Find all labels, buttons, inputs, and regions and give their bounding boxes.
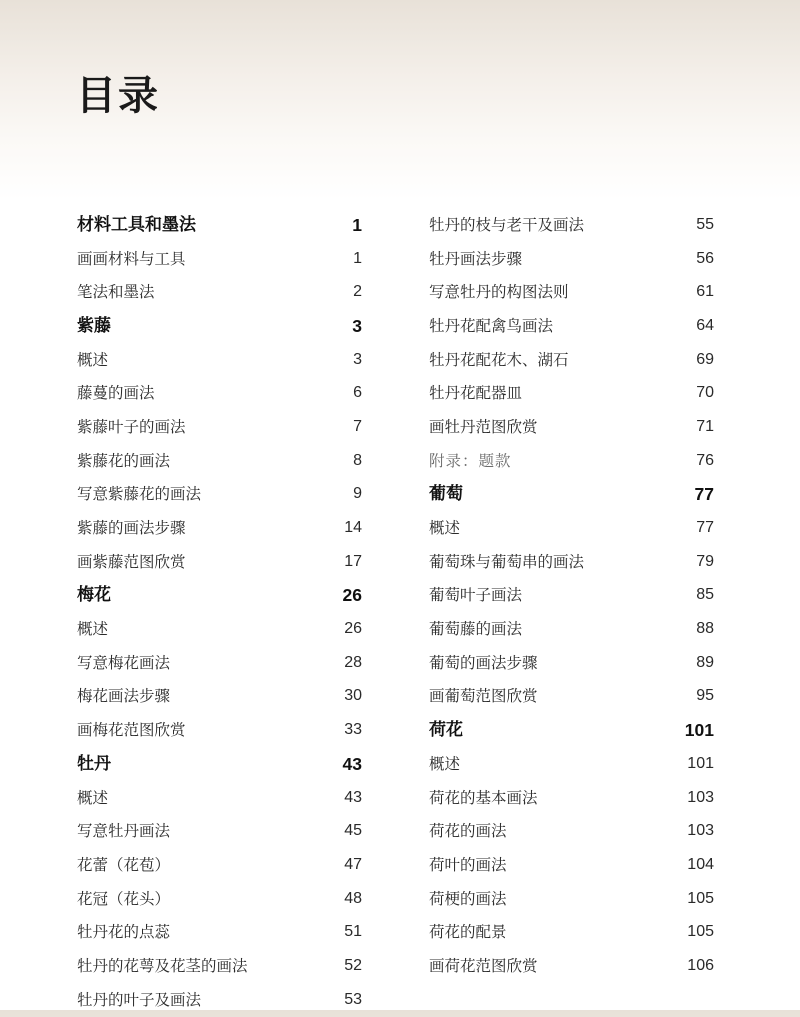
toc-entry-title: 附录：题款: [429, 451, 512, 470]
toc-entry-title: 牡丹的枝与老干及画法: [429, 215, 585, 234]
toc-entry: [429, 646, 714, 680]
toc-page-number: 52: [344, 956, 362, 974]
toc-entry-title: 画紫藤范图欣赏: [77, 552, 186, 571]
page-title: 目录: [76, 72, 160, 119]
toc-entry: [77, 444, 362, 478]
toc-entry-title: 概述: [429, 754, 461, 773]
toc-entry-title: 紫藤叶子的画法: [77, 417, 186, 436]
toc-entry: [77, 242, 362, 276]
toc-section-heading: [77, 309, 362, 343]
toc-entry: [429, 915, 714, 949]
toc-entry-title: 写意梅花画法: [77, 653, 171, 672]
toc-entry: [77, 814, 362, 848]
toc-entry-title: 牡丹花配器皿: [429, 384, 523, 403]
toc-page-number: 1: [352, 214, 362, 235]
toc-entry: [77, 410, 362, 444]
toc-entry: [429, 680, 714, 714]
toc-page-number: 101: [687, 754, 714, 772]
toc-entry-title: 写意牡丹画法: [77, 822, 171, 841]
toc-entry-title: 画梅花范图欣赏: [77, 721, 186, 740]
toc-page-number: 48: [344, 889, 362, 907]
toc-entry-title: 荷花的配景: [429, 923, 507, 942]
toc-entry: [77, 680, 362, 714]
toc-page-number: 71: [696, 417, 714, 435]
toc-page-number: 103: [687, 822, 714, 840]
toc-page-number: 56: [696, 249, 714, 267]
toc-section-heading: [77, 579, 362, 613]
toc-page-number: 33: [344, 721, 362, 739]
toc-entry: [429, 545, 714, 579]
toc-entry: [429, 579, 714, 613]
toc-entry-title: 画葡萄范图欣赏: [429, 687, 538, 706]
toc-entry-title: 葡萄珠与葡萄串的画法: [429, 552, 585, 571]
toc-page-number: 51: [344, 923, 362, 941]
toc-page-number: 79: [696, 552, 714, 570]
toc-page-number: 104: [687, 855, 714, 873]
toc-page-number: 101: [684, 720, 714, 741]
toc-page-number: 3: [352, 315, 362, 336]
toc-entry-title: 葡萄: [429, 484, 463, 505]
toc-page-number: 30: [344, 687, 362, 705]
toc-entry: [429, 882, 714, 916]
toc-page-number: 61: [696, 283, 714, 301]
toc-page-number: 53: [344, 990, 362, 1008]
toc-entry: [77, 646, 362, 680]
toc-entry: [77, 713, 362, 747]
toc-entry: [429, 410, 714, 444]
toc-entry-title: 荷花: [429, 720, 463, 741]
toc-page-number: 6: [353, 384, 362, 402]
toc-page-number: 14: [344, 519, 362, 537]
toc-entry: [77, 343, 362, 377]
toc-entry-title: 材料工具和墨法: [77, 214, 196, 235]
toc-entry-title: 写意紫藤花的画法: [77, 485, 202, 504]
toc-entry-title: 梅花: [77, 585, 111, 606]
toc-page-number: 106: [687, 956, 714, 974]
toc-entry-title: 画牡丹范图欣赏: [429, 417, 538, 436]
toc-entry: [429, 309, 714, 343]
toc-entry: [77, 848, 362, 882]
toc-entry-title: 葡萄叶子画法: [429, 586, 523, 605]
toc-page-number: 1: [353, 249, 362, 267]
toc-entry-title: 牡丹花配禽鸟画法: [429, 316, 554, 335]
toc-page-number: 76: [696, 451, 714, 469]
toc-page-number: 77: [696, 519, 714, 537]
toc-entry: [429, 511, 714, 545]
toc-page-number: 26: [344, 620, 362, 638]
toc-entry: [429, 242, 714, 276]
toc-entry-title: 画画材料与工具: [77, 249, 186, 268]
toc-page-number: 43: [344, 788, 362, 806]
toc-page-number: 47: [344, 855, 362, 873]
toc-page-number: 45: [344, 822, 362, 840]
toc-entry-title: 紫藤花的画法: [77, 451, 171, 470]
toc-entry: [77, 882, 362, 916]
toc-entry: [429, 208, 714, 242]
toc-entry: [77, 545, 362, 579]
toc-section-heading: [429, 478, 714, 512]
toc-entry: [429, 747, 714, 781]
toc-appendix-entry: [429, 444, 714, 478]
toc-entry-title: 牡丹花的点蕊: [77, 923, 171, 942]
toc-page-number: 7: [353, 417, 362, 435]
toc-page-number: 28: [344, 653, 362, 671]
toc-entry: [429, 848, 714, 882]
toc-entry-title: 荷花的画法: [429, 822, 507, 841]
toc-entry-title: 藤蔓的画法: [77, 384, 155, 403]
toc-entry-title: 葡萄的画法步骤: [429, 653, 538, 672]
toc-entry: [77, 478, 362, 512]
toc-entry: [77, 376, 362, 410]
toc-entry-title: 紫藤: [77, 315, 111, 336]
toc-entry: [429, 275, 714, 309]
toc-right-column: [429, 208, 714, 983]
toc-entry: [429, 781, 714, 815]
toc-entry: [429, 949, 714, 983]
toc-entry: [77, 511, 362, 545]
toc-entry-title: 牡丹画法步骤: [429, 249, 523, 268]
toc-entry: [77, 949, 362, 983]
toc-section-heading: [77, 208, 362, 242]
toc-entry-title: 概述: [77, 620, 109, 639]
toc-entry: [77, 915, 362, 949]
toc-entry: [429, 376, 714, 410]
toc-entry-title: 牡丹的花萼及花茎的画法: [77, 956, 248, 975]
toc-page-number: 2: [353, 283, 362, 301]
toc-page-number: 3: [353, 350, 362, 368]
toc-entry-title: 紫藤的画法步骤: [77, 519, 186, 538]
toc-page-number: 70: [696, 384, 714, 402]
toc-entry-title: 笔法和墨法: [77, 283, 155, 302]
toc-page-number: 43: [342, 753, 362, 774]
toc-section-heading: [429, 713, 714, 747]
toc-entry-title: 画荷花范图欣赏: [429, 956, 538, 975]
toc-entry-title: 葡萄藤的画法: [429, 620, 523, 639]
toc-page-number: 69: [696, 350, 714, 368]
toc-entry-title: 牡丹的叶子及画法: [77, 990, 202, 1009]
toc-entry-title: 写意牡丹的构图法则: [429, 283, 569, 302]
toc-page-number: 95: [696, 687, 714, 705]
toc-entry-title: 荷花的基本画法: [429, 788, 538, 807]
toc-page-number: 9: [353, 485, 362, 503]
toc-section-heading: [77, 747, 362, 781]
toc-left-column: [77, 208, 362, 1017]
toc-entry-title: 梅花画法步骤: [77, 687, 171, 706]
toc-page-number: 105: [687, 923, 714, 941]
toc-entry-title: 概述: [77, 350, 109, 369]
toc-page-number: 103: [687, 788, 714, 806]
toc-entry: [77, 275, 362, 309]
toc-entry: [77, 983, 362, 1017]
toc-entry: [77, 781, 362, 815]
toc-page-number: 55: [696, 215, 714, 233]
toc-entry: [429, 612, 714, 646]
toc-entry: [429, 814, 714, 848]
toc-entry-title: 花蕾（花苞）: [77, 855, 171, 874]
toc-page-number: 26: [342, 585, 362, 606]
toc-entry-title: 牡丹花配花木、湖石: [429, 350, 569, 369]
toc-entry-title: 荷梗的画法: [429, 889, 507, 908]
toc-page-number: 88: [696, 620, 714, 638]
toc-entry: [77, 612, 362, 646]
toc-entry-title: 牡丹: [77, 753, 111, 774]
toc-page-number: 89: [696, 653, 714, 671]
toc-entry-title: 概述: [429, 519, 461, 538]
toc-page-number: 85: [696, 586, 714, 604]
toc-page-number: 8: [353, 451, 362, 469]
toc-page-number: 17: [344, 552, 362, 570]
toc-page-number: 77: [694, 484, 714, 505]
toc-entry-title: 花冠（花头）: [77, 889, 171, 908]
toc-page-number: 64: [696, 316, 714, 334]
toc-entry-title: 荷叶的画法: [429, 855, 507, 874]
toc-entry: [429, 343, 714, 377]
toc-page-number: 105: [687, 889, 714, 907]
toc-entry-title: 概述: [77, 788, 109, 807]
